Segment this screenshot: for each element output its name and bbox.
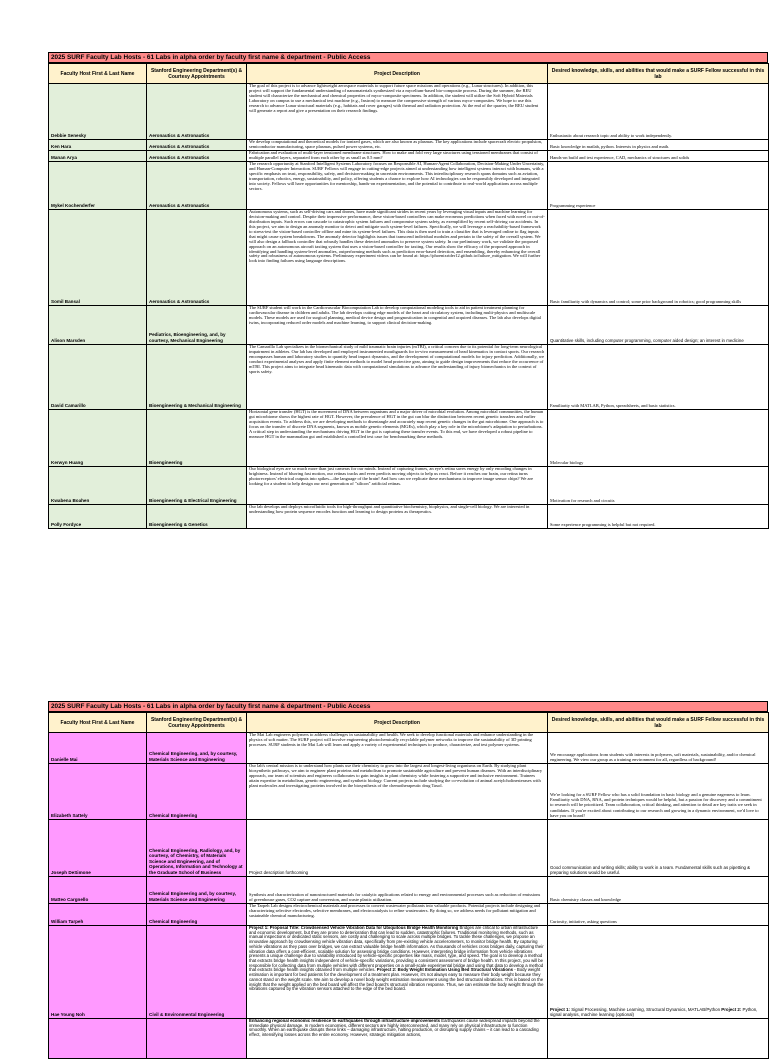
- project-description: Synthesis and characterization of nanostructured materials for catalytic applications related to energy and environmental processes such as reduction of emissions of greenhouse gases, CO2 capture and conversion, and waste plastic utilization.: [247, 877, 548, 904]
- skills-project2-label: Project 2:: [721, 1006, 742, 1012]
- skills-project1-label: Project 1:: [550, 1006, 571, 1012]
- host-name: William Tarpeh: [49, 904, 147, 926]
- desired-skills: Programming experience: [548, 162, 769, 210]
- sheet-page-1: [48, 52, 768, 592]
- project-description: Our lab's central mission is to understand how plants use their chemistry to grow into the largest and longest-living organisms on Earth. By studying plant biosynthetic pathways, we aim to engineer plant proteins and metabolism to promote sustainable agriculture and prevent human diseases. With an interdisciplinary approach, our team of scientists and engineers collaborates to gain insights in plant chemistry while fostering a supportive and inclusive environment. Trainees attain expertise in metabolism, genetic engineering, and synthetic biology. Current projects include studying the co-evolution of animal acetylcholinesterases with plant molecules and investigating proteins involved in the biosynthesis of the chemotherapeutic drug Taxol.: [247, 764, 548, 820]
- desired-skills: [548, 1019, 769, 1059]
- project-description: The research opportunity at Stanford Intelligent Systems Laboratory focuses on Responsible AI, Human-Agent Collaboration, Decision-Making Under Uncertainty, and Human-Computer Interaction. SURF Fellows will engage in cutting-edge projects aimed at understanding how intelligent systems interact with humans, with a specific emphasis on trust, responsibility, safety, and decision-making in uncertain environments. This interdisciplinary research spans domains such as aviation, transportation, robotics, energy, sustainability, and policy, offering students a chance to explore how AI technologies can be responsibly developed and integrated into society. Fellows will have opportunities for mentorship, hands-on experimentation, and the potential to contribute to real-world applications across multiple sectors.: [247, 162, 548, 210]
- table-row: [49, 306, 769, 345]
- skills-project2: Python, signal analysis, machine learning (optional): [550, 1006, 758, 1017]
- table-row: [49, 1019, 769, 1059]
- desired-skills: Enthusiastic about research topic and ability to work independently.: [548, 84, 769, 140]
- project-description: Horizontal gene transfer (HGT) is the movement of DNA between organisms and a major driver of microbial evolution. Among microbial communities, the human gut microbiome shows the highest rate of HGT. However, the prevalence of HGT in the gut can blur the distinction between recent genetic transfers and earlier acquisition events. To address this, we are developing methods to disentangle and accurately map recent genetic changes in the gut microbiome. One approach is to focus on the transfer of discrete DNA segments, known as mobile genetic elements (MGEs), which play a key role in the microbiome's adaptation to perturbations. A critical step in understanding the mechanisms driving HGT in the gut is capturing these transfer events. To this end, we have developed a robust pipeline to measure HGT in the mammalian gut and established a controlled test case for benchmarking these methods.: [247, 410, 548, 467]
- table-row: [49, 820, 769, 877]
- header-skills: Desired knowledge, skills, and abilities that would make a SURF Fellow successful in this lab: [548, 64, 769, 84]
- header-department: Stanford Engineering Department(s) & Courtesy Appointments: [147, 64, 247, 84]
- department: Chemical Engineering: [147, 904, 247, 926]
- table-row: [49, 410, 769, 467]
- lab-hosts-table: [48, 63, 769, 529]
- department: Aeronautics & Astronautics: [147, 151, 247, 162]
- department: Pediatrics, Bioengineering, and, by courtesy, Mechanical Engineering: [147, 306, 247, 345]
- host-name: Debbie Senesky: [49, 84, 147, 140]
- header-host: Faculty Host First & Last Name: [49, 713, 147, 733]
- project-description: Our biological eyes are so much more than just cameras for our minds. Instead of capturing frames, an eye's retina saves energy by only encoding changes in brightness. Instead of blurring fast motion, our retinas tracks and even predicts moving objects to help us react. Before it reaches our brain, our retina turns photoreceptors' electrical outputs into spikes—the language of the brain! And how can we replicate these mechanisms to improve image sensor chips? We are looking for a student to help design our next generation of "silicon" artificial retinas.: [247, 467, 548, 505]
- project-description: [247, 926, 548, 1019]
- desired-skills: Hands-on build and test experience, CAD, mechanics of structures and solids: [548, 151, 769, 162]
- desired-skills: Familiarity with MATLAB, Python, spreadsheets, and basic statistics.: [548, 345, 769, 410]
- table-row: [49, 505, 769, 529]
- desired-skills: We encourage applications from students with interests in polymers, soft materials, sustainability, and/or chemical engineering. We view our group as a training environment for all, regardless of background!: [548, 733, 769, 764]
- table-row: [49, 162, 769, 210]
- host-name: Kwabena Boahen: [49, 467, 147, 505]
- header-host: Faculty Host First & Last Name: [49, 64, 147, 84]
- project1-title: Proposal Title: Crowdsensed Vehicle Vibration Data for Ubiquitous Bridge Health Monitoring: [269, 925, 459, 930]
- page-banner: 2025 SURF Faculty Lab Hosts - 61 Labs in alpha order by faculty first name & department - Public Access: [48, 52, 768, 63]
- project-description: Project description forthcoming: [247, 820, 548, 877]
- project-description: The SURF student will work in the Cardiovascular Biocomputation Lab to develop computational modeling tools to aid in patient treatment planning for cardiovascular disease in children and adults. The lab develops cutting edge models of the heart and circulatory system, including multi-physics and multiscale models. These models are used for surgical planning, medical device design and prognostication in congenital and acquired diseases. The lab also develops digital twins, incorporating reduced order models and machine learning, to support clinical decision-making.: [247, 306, 548, 345]
- host-name: Matteo Cargnello: [49, 877, 147, 904]
- header-description: Project Description: [247, 64, 548, 84]
- department: Aeronautics & Astronautics: [147, 140, 247, 151]
- header-description: Project Description: [247, 713, 548, 733]
- sheet-page-2: [48, 701, 768, 1038]
- department: Chemical Engineering, and, by courtesy, Materials Science and Engineering: [147, 733, 247, 764]
- project-description: We develop computational and theoretical models for ionized gases, which are also known as plasmas. The key applications include spacecraft electric propulsion, semiconductor manufacturing, space plasmas, pulsed power systems, etc.: [247, 140, 548, 151]
- project-text: Earthquakes cause widespread impacts beyond the immediate physical damage. In modern economies, different sectors are highly interconnected, and many rely on physical infrastructure to function smoothly. When an earthquake disrupts these links – damaging infrastructure, halting production, or disrupting supply chains – it can lead to a cascading effect, intensifying losses across the entire economy. However, strategic mitigation actions,: [249, 1018, 540, 1038]
- desired-skills: Basic familiarity with dynamics and control; some prior background in robotics; good programming skills: [548, 210, 769, 306]
- desired-skills: [548, 926, 769, 1019]
- project-description: The goal of this project is to advance lightweight aerospace materials to support future space missions and operations (e.g., Lunar structures). In addition, this project will support the fundamental understanding of nanomaterials synthesized via a mycelium-based bio-composite process. During the summer, the REU student will characterize the mechanical and chemical properties of myco-composite specimens. In addition, the student will utilize the Soft Hybrid Materials Laboratory on campus to use a mechanical test machine (e.g., Instron) to measure the compressive strength of various myco-composites. We hope to use this research to advance Lunar structural materials (e.g., habitats and rover garages) with thermal and radiation protection. At the end of the quarter, the REU student will generate a report and give a presentation on their research findings.: [247, 84, 548, 140]
- project2-label: Project 2:: [376, 967, 397, 973]
- page-banner: 2025 SURF Faculty Lab Hosts - 61 Labs in alpha order by faculty first name & department - Public Access: [48, 701, 768, 712]
- host-name: [49, 1019, 147, 1059]
- table-row: [49, 345, 769, 410]
- project-description: Autonomous systems, such as self-driving cars and drones, have made significant strides in recent years by leveraging visual inputs and machine learning for decision-making and control. Despite their impressive performance, these vision-based controllers can make erroneous predictions when faced with novel or out-of-distribution inputs. Such errors can cascade to catastrophic system failures and compromise system safety, as exemplified by recent self-driving car accidents. In this project, we aim to design an anomaly monitor to detect and mitigate such system-level failures. Specifically, we will leverage a reachability-based framework to stress-test the vision-based controller offline and mine its system-level failures. This data is then used to train a classifier that is leveraged online to flag inputs that might cause system breakdowns. The anomaly detector highlights issues that transcend individual modules and pertain to the safety of the overall system. We will also design a fallback controller that robustly handles these detected anomalies to preserve system safety. In our preliminary work, we validate the proposed approach on an autonomous aircraft taxiing system that uses a vision-based controller for taxiing. Our results show the efficacy of the proposed approach in identifying and handling system-level anomalies, outperforming methods such as prediction error-based detection, and ensembling, thereby enhancing the overall safety and robustness of autonomous systems. Preliminary experiment videos can be found at: https://phoenixrider12.github.io/failure_mitigation. We will further look into finding failures using language descriptions.: [247, 210, 548, 306]
- project1-label: Project 1:: [249, 925, 269, 930]
- project-description: The Camarillo Lab specializes in the biomechanical study of mild traumatic brain injuries (mTBI), a critical concern due to its potential for long-term neurological impairment in athletes. Our lab has developed and employed instrumented mouthguards for in-vivo measurement of head kinematics in contact sports. Our research encompasses human and laboratory studies to quantify head impact dynamics, and the development of computational models for injury prediction. Additionally, we conduct experimental analyses and apply finite element methods to model head protective gear, aiming to guide design improvements that reduce the occurrence of mTBI. This project aims to integrate head kinematic data with computational simulations to advance the understanding of injury biomechanics in the context of sports safety.: [247, 345, 548, 410]
- department: Chemical Engineering: [147, 764, 247, 820]
- department: Bioengineering & Mechanical Engineering: [147, 345, 247, 410]
- table-row: [49, 764, 769, 820]
- department: Civil & Environmental Engineering: [147, 926, 247, 1019]
- project-description: The Mai Lab engineers polymers to address challenges in sustainability and health. We seek to develop functional materials and enhance understanding in the physics of soft matter. The SURF project will involve engineering photochemically recyclable polymer networks to improve the sustainability of 3D printing processes. SURF students in the Mai Lab will learn and apply a variety of experimental techniques to produce, characterize, and test polymer systems.: [247, 733, 548, 764]
- department: Bioengineering: [147, 410, 247, 467]
- desired-skills: Some experience programming is helpful but not required.: [548, 505, 769, 529]
- host-name: Danielle Mai: [49, 733, 147, 764]
- department: Aeronautics & Astronautics: [147, 210, 247, 306]
- desired-skills: Curiosity, initiative, asking questions: [548, 904, 769, 926]
- department: [147, 1019, 247, 1059]
- table-row: [49, 210, 769, 306]
- host-name: Somil Bansal: [49, 210, 147, 306]
- department: Chemical Engineering, Radiology, and, by courtesy, of Chemistry, of Materials Science and Engineering, and of Operations, Information and Technology at the Graduate School of Business: [147, 820, 247, 877]
- project-title: Enhancing regional economic resilience to earthquakes through infrastructure improvements: [249, 1018, 441, 1023]
- header-department: Stanford Engineering Department(s) & Courtesy Appointments: [147, 713, 247, 733]
- project-description: The Tarpeh Lab designs electrochemical materials and processes to convert wastewater pollutants into valuable products. Potential projects include designing and characterizing selective electrodes, selective membranes, and electrocatalysts to refine wastewaters. By doing so, we address needs for pollutant mitigation and sustainable chemical manufacturing.: [247, 904, 548, 926]
- table-row: [49, 926, 769, 1019]
- table-row: [49, 467, 769, 505]
- desired-skills: We're looking for a SURF Fellow who has a solid foundation in basic biology and a genuine eagerness to learn. Familiarity with DNA, RNA, and protein techniques would be helpful, but a passion for discovery and a commitment to research will be prioritized. Team collaboration, critical thinking, and attention to detail are key traits we seek in candidates. If you're excited about contributing to our research and growing in a dynamic environment, we'd love to have you on board!: [548, 764, 769, 820]
- table-row: [49, 904, 769, 926]
- host-name: Joseph DeSimone: [49, 820, 147, 877]
- host-name: Polly Fordyce: [49, 505, 147, 529]
- table-header-row: [49, 64, 769, 84]
- department: Aeronautics & Astronautics: [147, 162, 247, 210]
- project-description: [247, 1019, 548, 1059]
- desired-skills: Molecular biology: [548, 410, 769, 467]
- desired-skills: Quantitative skills, including computer programming, computer aided design; an interest in medicine: [548, 306, 769, 345]
- department: Aeronautics & Astronautics: [147, 84, 247, 140]
- host-name: Elizabeth Sattely: [49, 764, 147, 820]
- table-row: [49, 151, 769, 162]
- project1-text: Bridges are critical to urban infrastructure and economic development, but they are prone to deterioration that can lead to sudden, catastrophic failures. Traditional monitoring methods, such as manual inspections or dedicated static sensors, are costly and challenging to scale across multiple bridges. To tackle these challenges, we propose an innovative approach by crowdsensing vehicle vibration data, specifically from pre-existing vehicle accelerometers, to monitor bridge health. By capturing vehicle vibrations as they pass over bridges, we can extract valuable bridge health information. As thousands of vehicles cross bridges daily, capturing their vibration data offers a cost-efficient, scalable solution for assessing bridge conditions. However, interpreting bridge information from vehicle vibrations presents a unique challenge due to variability introduced by vehicle-specific properties like mass, model, type, and speed. The goal is to develop a method that extracts bridge health insights independent of vehicle-specific variations, providing a consistent assessment of bridge health. In this project, you will be responsible for collecting data from multiple vehicles with different properties on a small-scale experimental bridge and using that data to develop a method that extracts bridge health insights obtained from multiple vehicles.: [249, 925, 544, 973]
- desired-skills: Good communication and writing skills; ability to work in a team. Fundamental skills such as pipetting & preparing solutions would be useful.: [548, 820, 769, 877]
- host-name: David Camarillo: [49, 345, 147, 410]
- host-name: Manan Arya: [49, 151, 147, 162]
- table-header-row: [49, 713, 769, 733]
- department: Bioengineering & Genetics: [147, 505, 247, 529]
- host-name: Ken Hara: [49, 140, 147, 151]
- project-description: Our lab develops and deploys microfluidic tools for high-throughput and quantitative biochemistry, biophysics, and single-cell biology. We are interested in understanding how protein sequence encodes function and learning to design proteins as therapeutics.: [247, 505, 548, 529]
- table-row: [49, 140, 769, 151]
- table-row: [49, 733, 769, 764]
- host-name: Mykel Kochenderfer: [49, 162, 147, 210]
- host-name: Alison Marsden: [49, 306, 147, 345]
- host-name: Hae Young Noh: [49, 926, 147, 1019]
- host-name: Kerwyn Huang: [49, 410, 147, 467]
- desired-skills: Motivation for research and circuits: [548, 467, 769, 505]
- skills-project1: Signal Processing, Machine Learning, Structural Dynamics, MATLAB/Python: [571, 1006, 721, 1012]
- lab-hosts-table: [48, 712, 769, 1059]
- project-description: Fabrication and evaluation of multi-layer tensioned membrane structures. How to make and fold very large structures using tensioned membranes that consist of multiple parallel layers, separated from each other by as small as 0.5 mm?: [247, 151, 548, 162]
- project2-text: - Body weight estimation is important for bed patients for the development of a treatment plan. However, it's not always easy to measure their body weight because they cannot stand on the weight scale. We aim to develop a novel body weight estimation measurement using the bed structural vibrations. This is based on the insight that the weight applied on the bed board will affect the bed board's structural vibration response. Thus, we can estimate the body weight through the vibrations captured by the vibration sensors attached to the edge of the bed board.: [249, 967, 544, 992]
- desired-skills: Basic chemistry classes and knowledge: [548, 877, 769, 904]
- department: Bioengineering & Electrical Engineering: [147, 467, 247, 505]
- header-skills: Desired knowledge, skills, and abilities that would make a SURF Fellow successful in this lab: [548, 713, 769, 733]
- desired-skills: Basic knowledge in matlab, python. Interests in physics and math.: [548, 140, 769, 151]
- table-row: [49, 877, 769, 904]
- project2-title: Body Weight Estimation Using Bed Structural Vibrations: [397, 967, 513, 973]
- department: Chemical Engineering and, by courtesy, Materials Science and Engineering: [147, 877, 247, 904]
- table-row: [49, 84, 769, 140]
